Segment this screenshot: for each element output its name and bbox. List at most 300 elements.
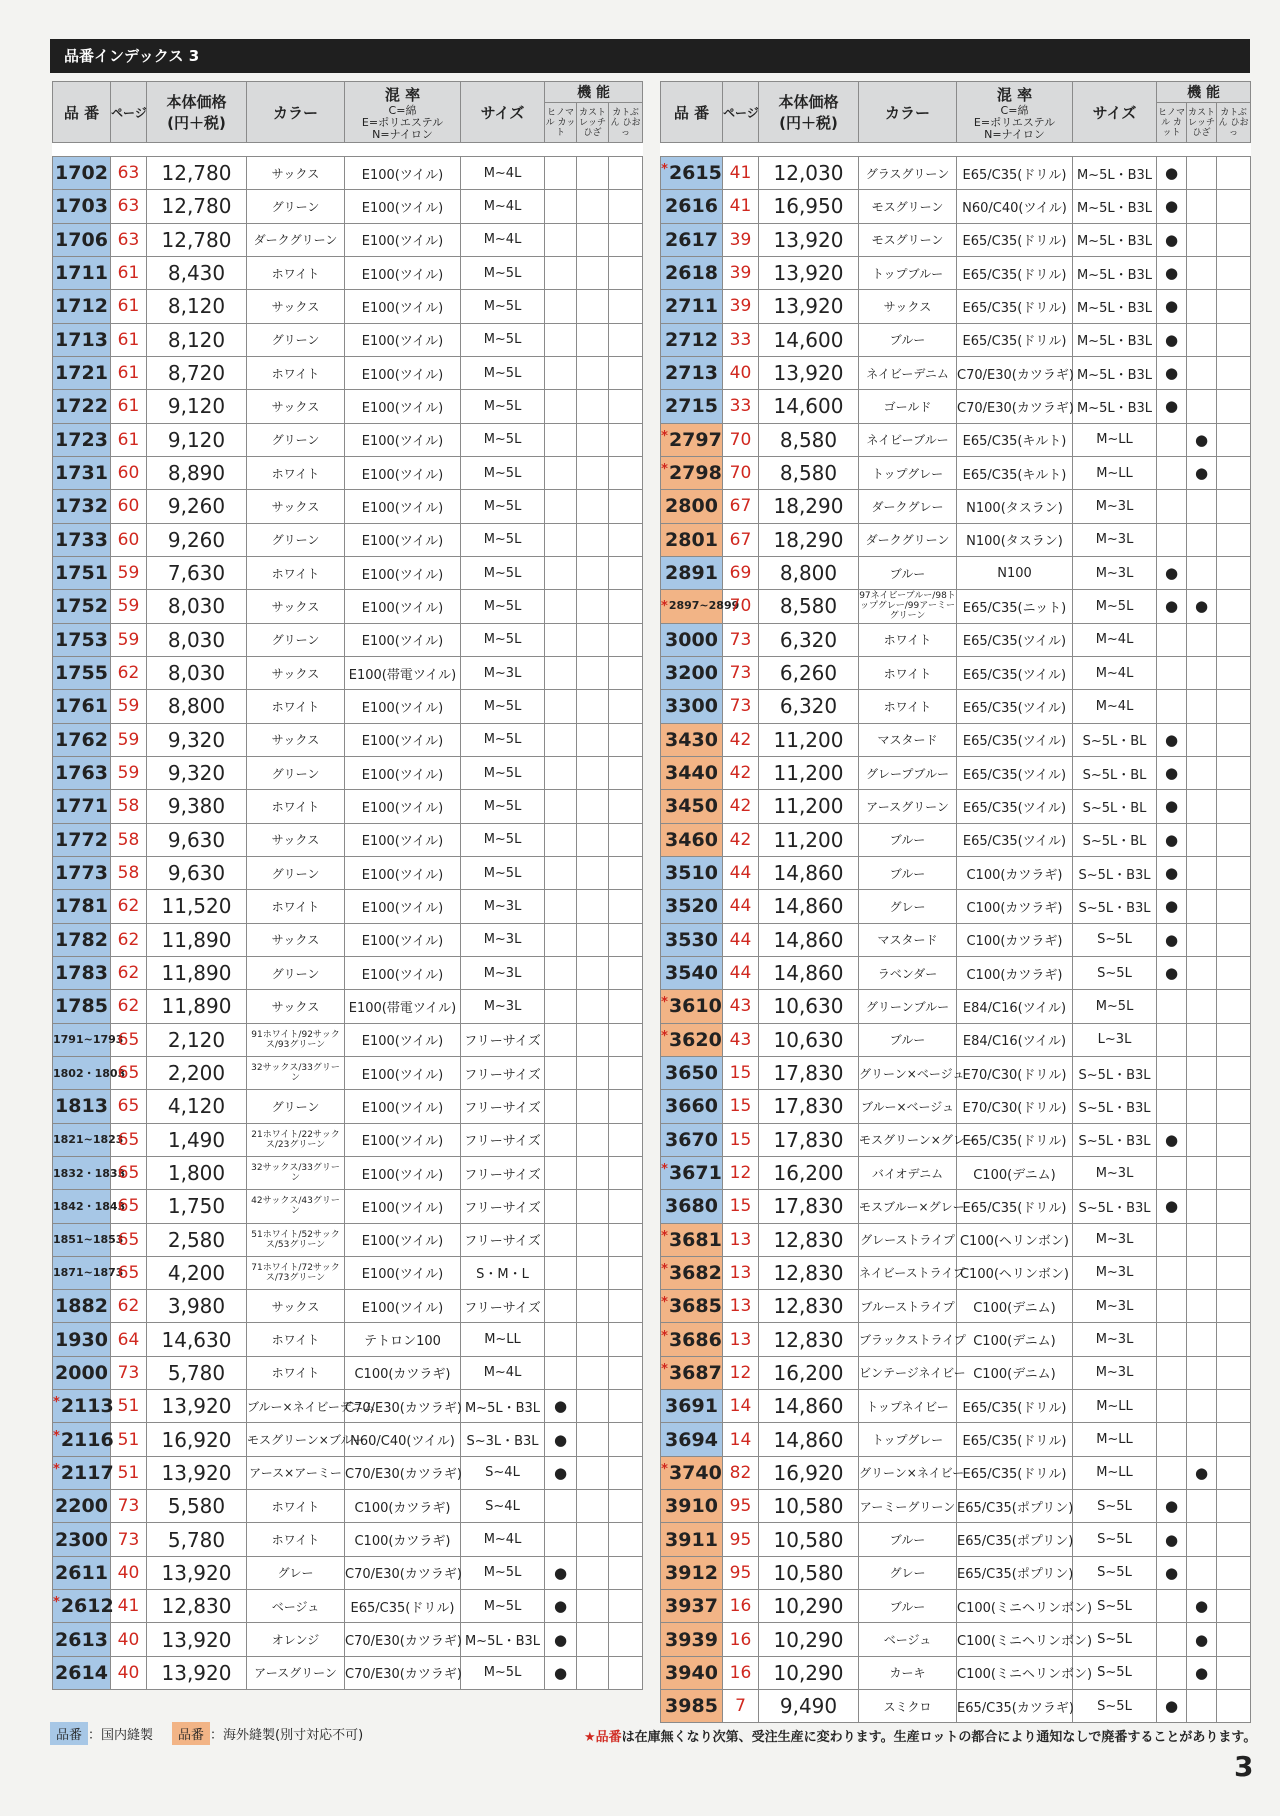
page-cell: 51 xyxy=(111,1423,147,1456)
color-cell: グリーン xyxy=(247,190,345,223)
price-cell: 14,860 xyxy=(759,923,859,956)
mix-legend-e: E=ポリエステル xyxy=(973,115,1056,129)
part-number: 2891 xyxy=(665,562,718,585)
size-cell: S~5L xyxy=(1073,1590,1157,1623)
table-row xyxy=(53,656,643,689)
part-number: 1706 xyxy=(55,228,108,251)
part-number: 1733 xyxy=(55,528,108,551)
star-mark: * xyxy=(661,1295,668,1311)
page-cell: 61 xyxy=(111,323,147,356)
price-cell: 14,860 xyxy=(759,956,859,989)
table-row xyxy=(661,723,1251,756)
color-cell: ブルー xyxy=(859,323,957,356)
price-cell: 9,120 xyxy=(147,423,247,456)
function1-cell xyxy=(1157,656,1187,689)
function3-cell xyxy=(1217,990,1251,1023)
page-cell: 33 xyxy=(723,390,759,423)
function2-cell xyxy=(577,356,609,389)
part-number-cell xyxy=(53,1123,124,1156)
spacer-cell xyxy=(723,143,759,157)
part-number-cell xyxy=(661,157,723,190)
mix-cell: E100(ツイル) xyxy=(345,823,461,856)
size-cell: S~5L・BL xyxy=(1073,790,1157,823)
mix-cell: E70/C30(ドリル) xyxy=(957,1090,1073,1123)
mix-cell: E100(ツイル) xyxy=(345,1223,461,1256)
part-number-cell xyxy=(53,956,111,989)
part-number: 2801 xyxy=(665,528,718,551)
price-cell: 12,830 xyxy=(759,1323,859,1356)
function3-cell xyxy=(609,523,643,556)
size-cell: S~5L xyxy=(1073,1556,1157,1589)
function1-cell xyxy=(545,790,577,823)
spacer-cell xyxy=(661,143,723,157)
table-row xyxy=(661,1556,1251,1589)
function3-cell xyxy=(609,923,643,956)
page-cell: 61 xyxy=(111,423,147,456)
function2-cell xyxy=(577,1256,609,1289)
page-cell: 44 xyxy=(723,956,759,989)
part-number-cell xyxy=(53,1090,111,1123)
part-number-cell xyxy=(53,223,111,256)
price-cell: 7,630 xyxy=(147,556,247,589)
function2-cell xyxy=(577,623,609,656)
page-cell: 62 xyxy=(111,956,147,989)
mix-cell: E65/C35(ニット) xyxy=(957,590,1073,623)
function2-cell xyxy=(1187,1156,1217,1189)
part-number-cell xyxy=(661,423,723,456)
color-cell: グリーン xyxy=(247,756,345,789)
page-title: 品番インデックス 3 xyxy=(64,47,200,65)
function3-cell xyxy=(1217,1156,1251,1189)
function3-cell xyxy=(609,356,643,389)
size-cell: M~5L・B3L xyxy=(1073,356,1157,389)
mix-cell: E65/C35(ドリル) xyxy=(957,1423,1073,1456)
page-cell: 65 xyxy=(111,1090,147,1123)
price-header-line2: (円＋税) xyxy=(779,114,838,132)
function3-cell xyxy=(1217,1656,1251,1689)
price-cell: 8,120 xyxy=(147,323,247,356)
table-row xyxy=(53,157,643,190)
mix-cell: E100(ツイル) xyxy=(345,390,461,423)
color-cell: 71ホワイト/72サックス/73グリーン xyxy=(247,1256,345,1289)
function2-cell xyxy=(1187,556,1217,589)
size-cell: M~5L xyxy=(461,423,545,456)
part-number-cell xyxy=(53,1223,124,1256)
mix-cell: E65/C35(ツイル) xyxy=(957,790,1073,823)
mix-cell: E65/C35(カツラギ) xyxy=(957,1690,1073,1723)
table-row xyxy=(661,1623,1251,1656)
mix-cell: E65/C35(ドリル) xyxy=(957,157,1073,190)
part-number-cell xyxy=(53,1490,111,1523)
color-cell: バイオデニム xyxy=(859,1156,957,1189)
page-cell: 42 xyxy=(723,823,759,856)
function3-cell xyxy=(1217,923,1251,956)
size-cell: M~4L xyxy=(461,157,545,190)
function1-cell xyxy=(1157,490,1187,523)
function2-cell xyxy=(577,790,609,823)
function1-cell xyxy=(1157,690,1187,723)
page-cell: 42 xyxy=(723,723,759,756)
mix-cell: E100(ツイル) xyxy=(345,723,461,756)
price-cell: 13,920 xyxy=(759,290,859,323)
spacer-cell xyxy=(53,143,111,157)
table-row xyxy=(661,956,1251,989)
function1-cell xyxy=(1157,1256,1187,1289)
color-cell: アースグリーン xyxy=(859,790,957,823)
function1-cell: ● xyxy=(1157,223,1187,256)
size-cell: フリーサイズ xyxy=(461,1290,545,1323)
function3-cell xyxy=(1217,223,1251,256)
color-cell: ホワイト xyxy=(247,1356,345,1389)
color-cell: ホワイト xyxy=(859,656,957,689)
part-number: 3985 xyxy=(665,1695,718,1718)
size-cell: S~5L・B3L xyxy=(1073,1190,1157,1223)
part-number-cell xyxy=(661,656,723,689)
table-row xyxy=(53,323,643,356)
function2-cell xyxy=(1187,890,1217,923)
table-row xyxy=(53,456,643,489)
function3-cell xyxy=(1217,723,1251,756)
part-number-cell xyxy=(53,923,111,956)
mix-cell: E100(ツイル) xyxy=(345,1023,461,1056)
table-row xyxy=(661,323,1251,356)
color-cell: グリーン×ベージュ xyxy=(859,1056,957,1089)
part-number-cell xyxy=(661,1523,723,1556)
mix-cell: C100(カツラギ) xyxy=(957,956,1073,989)
color-cell: モスグリーン×ブルー xyxy=(247,1423,345,1456)
function3-cell xyxy=(609,1290,643,1323)
part-number-cell xyxy=(661,1223,723,1256)
col-header-color: カラー xyxy=(247,82,345,143)
function3-cell xyxy=(609,256,643,289)
part-number: 3450 xyxy=(665,795,718,818)
color-cell: ブルー×ベージュ xyxy=(859,1090,957,1123)
function1-cell xyxy=(545,157,577,190)
page-cell: 62 xyxy=(111,923,147,956)
price-cell: 8,800 xyxy=(759,556,859,589)
part-number-cell xyxy=(661,523,723,556)
page-cell: 12 xyxy=(723,1156,759,1189)
page-number: 3 xyxy=(1234,1750,1254,1783)
price-cell: 8,720 xyxy=(147,356,247,389)
price-cell: 4,120 xyxy=(147,1090,247,1123)
col-header-func3: カトぶん ひおっ xyxy=(609,103,643,143)
color-cell: グラスグリーン xyxy=(859,157,957,190)
size-cell: M~3L xyxy=(1073,1156,1157,1189)
function2-cell xyxy=(1187,1323,1217,1356)
part-number-cell xyxy=(53,490,111,523)
price-cell: 8,030 xyxy=(147,656,247,689)
mix-cell: E65/C35(キルト) xyxy=(957,423,1073,456)
size-cell: フリーサイズ xyxy=(461,1056,545,1089)
function1-cell xyxy=(1157,1656,1187,1689)
part-number-cell xyxy=(661,1090,723,1123)
size-cell: M~5L・B3L xyxy=(1073,256,1157,289)
mix-cell: E70/C30(ドリル) xyxy=(957,1056,1073,1089)
function3-cell xyxy=(609,556,643,589)
size-cell: フリーサイズ xyxy=(461,1223,545,1256)
function2-cell xyxy=(577,157,609,190)
spacer-cell xyxy=(577,143,609,157)
function1-cell xyxy=(545,890,577,923)
function2-cell xyxy=(577,590,609,623)
price-cell: 13,920 xyxy=(759,256,859,289)
function2-cell xyxy=(1187,756,1217,789)
color-cell: サックス xyxy=(859,290,957,323)
price-cell: 1,800 xyxy=(147,1156,247,1189)
function2-cell xyxy=(577,956,609,989)
spacer-cell xyxy=(345,143,461,157)
note-star-label: ★品番 xyxy=(584,1730,622,1745)
part-number: 3686 xyxy=(668,1328,722,1351)
part-number: 2715 xyxy=(665,395,718,418)
size-cell: M~4L xyxy=(1073,623,1157,656)
size-cell: M~3L xyxy=(1073,523,1157,556)
price-cell: 10,630 xyxy=(759,1023,859,1056)
function3-cell xyxy=(609,390,643,423)
mix-cell: E84/C16(ツイル) xyxy=(957,1023,1073,1056)
col-header-func1: ヒノマル カット xyxy=(1157,103,1187,143)
function1-cell xyxy=(545,1023,577,1056)
mix-cell: E100(ツイル) xyxy=(345,523,461,556)
page-cell: 42 xyxy=(723,790,759,823)
header-bar xyxy=(50,39,1250,73)
function2-cell xyxy=(1187,956,1217,989)
function3-cell xyxy=(609,1456,643,1489)
part-number: 3691 xyxy=(665,1395,718,1418)
part-number-cell xyxy=(53,756,111,789)
table-row xyxy=(661,523,1251,556)
size-cell: M~3L xyxy=(1073,490,1157,523)
size-cell: M~3L xyxy=(1073,1290,1157,1323)
function1-cell xyxy=(1157,1056,1187,1089)
mix-cell: C70/E30(カツラギ) xyxy=(345,1390,461,1423)
page-cell: 61 xyxy=(111,256,147,289)
page-cell: 65 xyxy=(111,1023,147,1056)
part-number-cell xyxy=(53,1523,111,1556)
size-cell: S~5L・B3L xyxy=(1073,890,1157,923)
mix-cell: E65/C35(ツイル) xyxy=(957,656,1073,689)
mix-legend-n: N=ナイロン xyxy=(984,127,1045,141)
page-cell: 13 xyxy=(723,1256,759,1289)
color-cell: ブルーストライプ xyxy=(859,1290,957,1323)
part-number-cell xyxy=(661,1190,723,1223)
price-cell: 14,860 xyxy=(759,890,859,923)
part-number: 2612 xyxy=(60,1595,114,1618)
mix-cell: E100(ツイル) xyxy=(345,490,461,523)
price-cell: 2,580 xyxy=(147,1223,247,1256)
function1-cell xyxy=(1157,523,1187,556)
mix-cell: E100(ツイル) xyxy=(345,1190,461,1223)
function1-cell: ● xyxy=(1157,1123,1187,1156)
part-number: 2300 xyxy=(55,1528,108,1551)
star-mark: * xyxy=(661,1028,668,1044)
col-header-func2: カストレッチ ひざ xyxy=(577,103,609,143)
function2-cell xyxy=(1187,1223,1217,1256)
mix-cell: E65/C35(ドリル) xyxy=(957,1390,1073,1423)
spacer-cell xyxy=(461,143,545,157)
table-row xyxy=(661,1690,1251,1723)
size-cell: S~5L xyxy=(1073,1656,1157,1689)
price-cell: 13,920 xyxy=(147,1390,247,1423)
price-cell: 11,890 xyxy=(147,923,247,956)
table-row xyxy=(661,590,1251,623)
function2-cell xyxy=(1187,256,1217,289)
size-cell: S~4L xyxy=(461,1490,545,1523)
part-number-cell xyxy=(661,1156,723,1189)
function3-cell xyxy=(1217,1356,1251,1389)
function3-cell xyxy=(1217,490,1251,523)
table-row xyxy=(53,490,643,523)
part-number: 1761 xyxy=(55,695,108,718)
function3-cell xyxy=(1217,756,1251,789)
part-number-cell xyxy=(53,1056,126,1089)
part-number: 3530 xyxy=(665,928,718,951)
function3-cell xyxy=(609,290,643,323)
function2-cell xyxy=(577,1323,609,1356)
page-cell: 63 xyxy=(111,190,147,223)
function3-cell xyxy=(1217,1090,1251,1123)
part-number: 2116 xyxy=(60,1428,114,1451)
table-row xyxy=(53,1190,643,1223)
function2-cell xyxy=(577,723,609,756)
part-number-cell xyxy=(53,256,111,289)
table-row xyxy=(661,1223,1251,1256)
size-cell: M~4L xyxy=(461,1356,545,1389)
mix-cell: E100(ツイル) xyxy=(345,323,461,356)
part-number: 3939 xyxy=(665,1628,718,1651)
table-row xyxy=(661,1023,1251,1056)
part-number-cell xyxy=(661,1423,723,1456)
part-number-cell xyxy=(53,323,111,356)
table-row xyxy=(661,223,1251,256)
color-cell: モスグリーン×グレー xyxy=(859,1123,957,1156)
table-row xyxy=(661,1390,1251,1423)
color-cell: ネイビーストライプ xyxy=(859,1256,957,1289)
mix-cell: N100(タスラン) xyxy=(957,490,1073,523)
part-number: 1703 xyxy=(55,195,108,218)
function3-cell xyxy=(609,956,643,989)
function3-cell xyxy=(1217,157,1251,190)
function1-cell xyxy=(545,456,577,489)
function2-cell xyxy=(1187,223,1217,256)
table-row xyxy=(53,1356,643,1389)
price-cell: 10,290 xyxy=(759,1656,859,1689)
price-cell: 13,920 xyxy=(759,223,859,256)
function2-cell xyxy=(577,456,609,489)
function2-cell xyxy=(577,490,609,523)
function2-cell xyxy=(1187,1556,1217,1589)
mix-cell: E100(ツイル) xyxy=(345,423,461,456)
price-cell: 6,320 xyxy=(759,690,859,723)
function3-cell xyxy=(609,1156,643,1189)
star-mark: * xyxy=(661,1261,668,1277)
part-number: 3940 xyxy=(665,1661,718,1684)
table-row xyxy=(53,756,643,789)
function2-cell xyxy=(577,1423,609,1456)
mix-cell: E65/C35(キルト) xyxy=(957,456,1073,489)
part-number-cell xyxy=(53,590,111,623)
part-number: 2113 xyxy=(60,1395,114,1418)
color-cell: ホワイト xyxy=(247,690,345,723)
page-cell: 65 xyxy=(111,1056,147,1089)
function2-cell: ● xyxy=(1187,590,1217,623)
col-header-func3: カトぶん ひおっ xyxy=(1217,103,1251,143)
function3-cell xyxy=(1217,256,1251,289)
part-number-cell xyxy=(661,690,723,723)
function2-cell xyxy=(1187,157,1217,190)
color-cell: サックス xyxy=(247,157,345,190)
part-number-cell xyxy=(53,823,111,856)
function3-cell xyxy=(609,1056,643,1089)
part-number: 2616 xyxy=(665,195,718,218)
function2-cell xyxy=(1187,990,1217,1023)
table-row xyxy=(53,1623,643,1656)
part-number: 1802・1803 xyxy=(53,1067,126,1081)
size-cell: M~5L xyxy=(461,556,545,589)
size-cell: M~5L xyxy=(461,823,545,856)
function3-cell xyxy=(609,990,643,1023)
star-mark: * xyxy=(661,598,668,614)
color-cell: ホワイト xyxy=(247,456,345,489)
size-cell: S~4L xyxy=(461,1456,545,1489)
spacer-cell xyxy=(111,143,147,157)
function2-cell: ● xyxy=(1187,1623,1217,1656)
price-cell: 8,890 xyxy=(147,456,247,489)
size-cell: M~3L xyxy=(461,656,545,689)
function2-cell xyxy=(577,1090,609,1123)
function3-cell xyxy=(609,590,643,623)
part-number: 2711 xyxy=(665,295,718,318)
part-number-cell xyxy=(661,1123,723,1156)
part-number-cell xyxy=(53,1190,126,1223)
mix-cell: C100(カツラギ) xyxy=(345,1523,461,1556)
function3-cell xyxy=(1217,423,1251,456)
price-cell: 12,830 xyxy=(759,1256,859,1289)
size-cell: S~5L xyxy=(1073,956,1157,989)
price-cell: 10,580 xyxy=(759,1490,859,1523)
spacer-cell xyxy=(609,143,643,157)
size-cell: M~5L・B3L xyxy=(461,1390,545,1423)
mix-cell: E65/C35(ツイル) xyxy=(957,690,1073,723)
table-row xyxy=(53,790,643,823)
table-row xyxy=(661,1423,1251,1456)
function2-cell xyxy=(577,990,609,1023)
function1-cell xyxy=(545,723,577,756)
size-cell: M~5L xyxy=(461,756,545,789)
spacer-cell xyxy=(247,143,345,157)
function2-cell xyxy=(577,1556,609,1589)
size-cell: M~3L xyxy=(1073,556,1157,589)
price-cell: 5,780 xyxy=(147,1356,247,1389)
size-cell: M~5L xyxy=(461,456,545,489)
size-cell: M~5L xyxy=(461,856,545,889)
function3-cell xyxy=(609,1623,643,1656)
part-number: 2617 xyxy=(665,228,718,251)
color-cell: グリーン xyxy=(247,523,345,556)
part-number-cell xyxy=(661,956,723,989)
color-cell: ネイビーデニム xyxy=(859,356,957,389)
color-cell: グリーンブルー xyxy=(859,990,957,1023)
col-header-color: カラー xyxy=(859,82,957,143)
part-number-cell xyxy=(53,690,111,723)
mix-cell: C100(カツラギ) xyxy=(957,890,1073,923)
price-cell: 16,950 xyxy=(759,190,859,223)
function2-cell xyxy=(577,1356,609,1389)
part-number-cell xyxy=(53,1256,124,1289)
price-cell: 17,830 xyxy=(759,1056,859,1089)
part-number: 3300 xyxy=(665,695,718,718)
